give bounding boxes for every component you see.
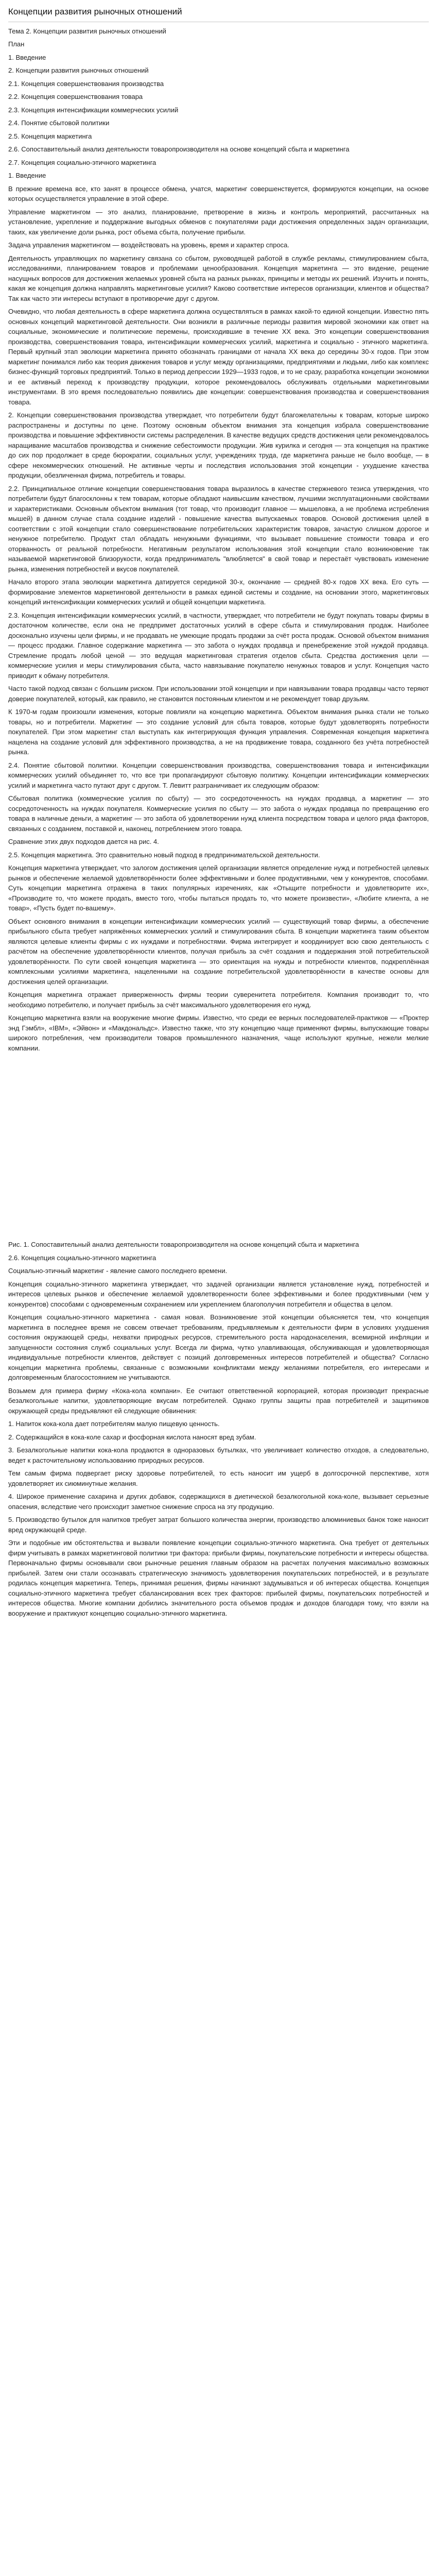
- paragraph: 2.4. Понятие сбытовой политики: [8, 119, 110, 127]
- paragraphs-top: [8, 26, 429, 1054]
- paragraph: 4. Широкое применение сахарина и других добавок, содержащихся в диетической безалкогольной кока-коле, вызывает серьезные опасения, вследствие чего происходит заметное снижение спроса на эту продукцию.: [8, 1493, 429, 1511]
- paragraph: Сбытовая политика (коммерческие усилия по сбыту) — это сосредоточенность на нуждах продавца, а маркетинг — это сосредоточенность на нуждах покупателя. Коммерческие усилия по сбыту — это забота о нуждах продавца по превращению его товара в наличные деньги, а маркетинг — это забота об удовлетворении нужд клиента посредством товара и целого ряда факторов, связанных с созданием, поставкой и, наконец, потреблением этого товара.: [8, 794, 429, 833]
- paragraph: 1. Введение: [8, 172, 46, 179]
- paragraph: Задача управления маркетингом — воздействовать на уровень, время и характер спроса.: [8, 241, 290, 249]
- paragraph: 2.2. Принципиальное отличие концепции совершенствования товара выразилось в качестве стержневого тезиса утверждения, что потребители будут благосклонны к тем товарам, которые обладают наивысшим качеством, лучшими эксплуатационными свойствами и характеристиками. Основным объектом внимания (тот товар, что производит главное — мышеловка, а не проблема истребления мышей) в данном случае стала создание изделий - повышение качества выпускаемых товаров. Основой достижения целей в соответствии с этой концепции стало совершенствование потребительских характеристик товаров, зачастую слишком дорогое и ненужное потребителю. Продукт стал обладать ненужными функциями, что вызывает повышение стоимости товара и его оторванность от реальной потребности. Негативным результатом использования этой концепции стало возникновение так называемой маркетинговой близорукости, когда предприниматель "влюбляется" в свой товар и перестаёт чувствовать изменение рынка, изменения потребностей и вкусов покупателей.: [8, 484, 429, 573]
- paragraph: 2.3. Концепция интенсификации коммерческих усилий: [8, 106, 179, 114]
- paragraph: 2.3. Концепция интенсификации коммерческих усилий, в частности, утверждает, что потребители не будут покупать товары фирмы в достаточном количестве, если она не предпримет достаточных усилий в сфере сбыта и стимулирования продаж. Наиболее досконально изучены цели фирмы, и не продавать не умеющие продать продажи за счёт роста продаж. Основой объектом внимания — процесс продажи. Главное содержание маркетинга — это забота о нуждах продавца и пренебрежение этой нуждой продавца. Стремление продать любой ценой — это ведущая маркетинговая стратегия отделов сбыта. Средства достижения цели — коммерческие усилия и меры стимулирования сбыта, часто навязывание покупателю ненужных товаров и услуг. Концепция часто приводит к обману потребителя.: [8, 611, 429, 680]
- paragraph: 2.2. Концепция совершенствования товара: [8, 93, 143, 100]
- paragraph: Эти и подобные им обстоятельства и вызвали появление концепции социально-этичного маркетинга. Она требует от деятельных фирм учитывать в рамках маркетинговой политики три фактора: прибыли фирмы, покупательские потребности и интересы общества. Первоначально фирмы основывали свои рыночные решения главным образом на расчетах получения максимально возможных прибылей. Затем они стали осознавать стратегическую значимость удовлетворения покупательских потребностей, и в результате родилась концепция маркетинга. Теперь, принимая решения, фирмы начинают задумываться и об интересах общества. Концепция социально-этичного маркетинга требует сбалансирования всех трех факторов: прибылей фирмы, покупательских потребностей и интересов общества. Многие компании добились значительного роста объемов продаж и доходов благодаря тому, что взяли на вооружение и практикуют концепцию социально-этичного маркетинга.: [8, 1539, 429, 1617]
- paragraph: 2.5. Концепция маркетинга. Это сравнительно новый подход в предпринимательской деятельности.: [8, 851, 320, 859]
- document-body: [8, 26, 429, 1619]
- paragraph: Начало второго этапа эволюции маркетинга датируется серединой 30-х, окончание — средней 80-х годов XX века. Его суть — формирование элементов маркетинговой деятельности в рамках единой системы и создание, на основании этого, маркетинговых концепций интенсификации коммерческих усилий и общей концепции маркетинга.: [8, 578, 429, 606]
- paragraphs-bottom: [8, 1253, 429, 1619]
- paragraph: Концепцию маркетинга взяли на вооружение многие фирмы. Известно, что среди ее верных последователей-практиков — «Проктер энд Гэмбл», «IBM», «Эйвон» и «Макдональдс». Известно также, что эту концепцию чаще применяют фирмы, выпускающие товары широкого потребления, чем производители товаров промышленного назначения, чаще используют крупные, нежели мелкие компании.: [8, 1014, 429, 1052]
- paragraph: 2.5. Концепция маркетинга: [8, 132, 92, 140]
- paragraph: 5. Производство бутылок для напитков требует затрат большого количества энергии, производство алюминиевых банок тоже наносит вред окружающей среде.: [8, 1516, 429, 1534]
- paragraph: Часто такой подход связан с большим риском. При использовании этой концепции и при навязывании товара продавцы часто теряют доверие покупателей, который, как правило, не становится постоянным клиентом и не рекомендует товар друзьям.: [8, 685, 429, 703]
- paragraph: Управление маркетингом — это анализ, планирование, претворение в жизнь и контроль мероприятий, рассчитанных на установление, укрепление и поддержание выгодных обменов с покупателями ради достижения определенных задач организации, таких, как увеличение доли рынка, рост объема сбыта, получение прибыли.: [8, 208, 429, 236]
- paragraph: Тема 2. Концепции развития рыночных отношений: [8, 27, 166, 35]
- paragraph: 2.6. Концепция социально-этичного маркетинга: [8, 1253, 156, 1262]
- paragraph: 3. Безалкогольные напитки кока-кола продаются в одноразовых бутылках, что увеличивает количество отходов, а следовательно, ведет к расточительному использованию природных ресурсов.: [8, 1446, 429, 1464]
- paragraph: 1. Введение: [8, 53, 46, 61]
- paragraph: 2.4. Понятие сбытовой политики. Концепции совершенствования производства, совершенствования товара и интенсификации коммерческих усилий объединяет то, что все три пропагандируют сбытовую политику. Концепции интенсификации коммерческих усилий и маркетинга часто путают друг с другом. Т. Левитт разграничивает их следующим образом:: [8, 761, 429, 789]
- figure-area: [8, 1060, 429, 1235]
- figure-caption: Рис. 1. Сопоставительный анализ деятельности товаропроизводителя на основе концепций сбыта и маркетинга: [8, 1241, 359, 1248]
- paragraph: 2.1. Концепция совершенствования производства: [8, 79, 164, 88]
- paragraph: К 1970-м годам произошли изменения, которые повлияли на концепцию маркетинга. Объектом внимания рынка стали не только товары, но и потребители. Маркетинг — это создание условий для сбыта товаров, которые будут удовлетворять потребности покупателей. При этом маркетинг стал выступать как интегрирующая функция управления. Современная концепция маркетинга нацелена на создание условий для эффективного производства, а не на продвижение товара, созданного без учёта потребностей рынка.: [8, 708, 429, 756]
- paragraph: Концепция маркетинга утверждает, что залогом достижения целей организации является определение нужд и потребностей целевых рынков и обеспечение желаемой удовлетворённости более эффективными и более продуктивными, чем у конкурентов, способами. Суть концепции маркетинга отражена в таких популярных изречениях, как «Отыщите потребности и удовлетворите их», «Производите то, что можете продать, вместо того, чтобы пытаться продать то, что можете произвести», «Любите клиента, а не товар», «Пусть будет по-вашему».: [8, 864, 429, 912]
- paragraph: Деятельность управляющих по маркетингу связана со сбытом, руководящей работой в службе рекламы, стимулированием сбыта, исследованиями, планированием товаров и проблемами ценообразования. Концепция маркетинга — это видение, рещение насущных вопросов для достижения желаемых уровней сбыта на разных рынках, принципы и методы их решений. Изучить и понять, какая же концепция должна направлять маркетинговые усилия? Каково соответствие интересов организации, клиентов и общества? Так как часто эти интересы вступают в противоречие друг с другом.: [8, 254, 429, 302]
- page-title: Концепции развития рыночных отношений: [8, 5, 429, 22]
- paragraph: Сравнение этих двух подходов дается на рис. 4.: [8, 838, 159, 845]
- paragraph: Концепция социально-этичного маркетинга - самая новая. Возникновение этой концепции объясняется тем, что концепция маркетинга в последнее время не совсем отвечает требованиям, предъявляемым к деятельности фирм в условиях ухудшения состояния окружающей среды, нехватки природных ресурсов, стремительного роста народонаселения, всемирной инфляции и запущенности состояния служб социальных услуг. Всегда ли фирма, чутко улавливающая, обслуживающая и удовлетворяющая индивидуальные потребности клиентов, действует с позиций долговременных интересов потребителей и общества? Согласно концепции маркетинга проблемы, связанные с возможными конфликтами между желаниями потребителя, его интересами и долговременным благосостоянием не учитываются.: [8, 1313, 429, 1381]
- paragraph: Тем самым фирма подвергает риску здоровье потребителей, то есть наносит им ущерб в долгосрочной перспективе, хотя удовлетворяет их сиюминутные желания.: [8, 1469, 429, 1487]
- paragraph: Возьмем для примера фирму «Кока-кола компани». Ее считают ответственной корпорацией, которая производит прекрасные безалкогольные напитки, удовлетворяющие вкусам потребителей. Однако группы защиты прав потребителей и защитников окружающей среды предъявляют ей следующие обвинения:: [8, 1386, 429, 1415]
- paragraph: 2. Содержащийся в кока-коле сахар и фосфорная кислота наносят вред зубам.: [8, 1433, 256, 1441]
- paragraph: План: [8, 40, 25, 48]
- paragraph: В прежние времена все, кто занят в процессе обмена, учатся, маркетинг совершенствуется, формируются концепции, на основе которых осуществляется управление в этой сфере.: [8, 184, 429, 202]
- paragraph: Очевидно, что любая деятельность в сфере маркетинга должна осуществляться в рамках какой-то единой концепции. Известно пять основных концепций маркетинговой деятельности. Они возникли в различные периоды развития мировой экономики как ответ на социальные, экономические и политические перемены, происходившие в течение XX века. Это концепции совершенствования производства, совершенствования товара, интенсификации коммерческих усилий, маркетинга и социально - этичного маркетинга. Первый крупный этап эволюции маркетинга принято обозначать границами от начала XX века до середины 30-х годов. При этом маркетинг понимался либо как теория движения товаров и услуг между организациями, предприятиями и людьми, либо как комплекс бизнес-функций торговых предприятий. Только в период депрессии 1929—1933 годов, и то не сразу, разработка концепции экономики и ее активный переход к производству продукции, которое рекомендовалось обслуживать отдельными маркетинговыми инструментами. В это время последовательно появились две концепции: совершенствования производства и совершенствования товара.: [8, 308, 429, 406]
- paragraph: Концепция социально-этичного маркетинга утверждает, что задачей организации является установление нужд, потребностей и интересов целевых рынков и обеспечение желаемой удовлетворенности более эффективными и более продуктивными (чем у конкурентов) способами с одновременным сохранением или укреплением благополучия потребителя и общества в целом.: [8, 1280, 429, 1308]
- paragraph: Концепция маркетинга отражает приверженность фирмы теории суверенитета потребителя. Компания производит то, что необходимо потребителю, и получает прибыль за счёт максимального удовлетворения его нужд.: [8, 991, 429, 1009]
- paragraph: Объект основного внимания в концепции интенсификации коммерческих усилий — существующий товар фирмы, а обеспечение прибыльного сбыта требует напряжённых коммерческих усилий и стимулирования сбыта. В концепции маркетинга таким объектом являются целевые клиенты фирмы с их нуждами и потребностями. Фирма интегрирует и координирует всю свою деятельность с расчётом на обеспечение удовлетворённости клиентов, получая прибыль за счёт создания и поддержания этой потребительской удовлетворённости. По сути своей концепция маркетинга — это ориентация на нужды и потребности клиентов, подкреплённая комплексными усилиями маркетинга, нацеленными на создание потребительской удовлетворённости в качестве основы для достижения целей организации.: [8, 917, 429, 986]
- paragraph: 1. Напиток кока-кола дает потребителям малую пищевую ценность.: [8, 1420, 220, 1428]
- paragraph: Социально-этичный маркетинг - явление самого последнего времени.: [8, 1267, 228, 1275]
- paragraph: 2.6. Сопоставительный анализ деятельности товаропроизводителя на основе концепций сбыта и маркетинга: [8, 145, 350, 153]
- paragraph: 2. Концепции развития рыночных отношений: [8, 66, 149, 74]
- paragraph: 2. Концепции совершенствования производства утверждает, что потребители будут благожелательны к товарам, которые широко распространены и доступны по цене. Поэтому основным объектом внимания эта концепция избрала совершенствование производства и повышение эффективности системы распределения. В качестве ведущих средств достижения цели рекомендовалось наращивание масштабов производства и снижение себестоимости продукции. Жив курилка и сегодня — эта концепция на практике до сих пор продолжает в среде бюрократии, социальных услуг, учреждениях труда, где маркетинга раньше не было вообще, — в сфере некоммерческих отношений. Не активные черты и последствия использования этой концепции - ухудшение качества продукции, обезличенная фирма, потребитель и товары.: [8, 411, 429, 479]
- paragraph: 2.7. Концепция социально-этичного маркетинга: [8, 158, 156, 166]
